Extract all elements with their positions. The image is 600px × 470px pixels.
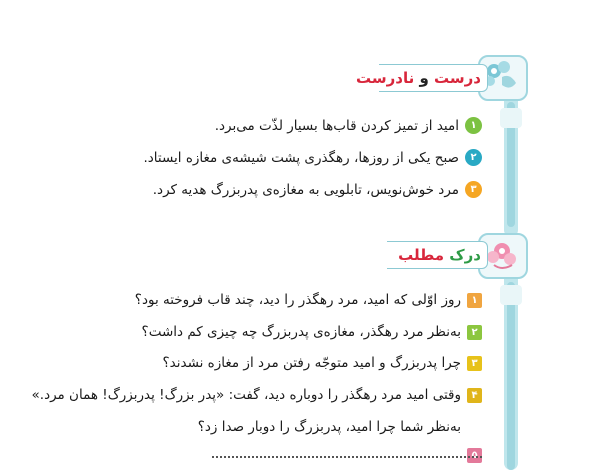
rail-cap <box>500 108 522 128</box>
section2-title-part2: مطلب <box>398 246 445 264</box>
item-text: امید از تمیز کردن قاب‌ها بسیار لذّت می‌برد. <box>214 117 459 134</box>
item-text: روز اوّلی که امید، مرد رهگذر را دید، چند قاب فروخته بود؟ <box>134 292 461 308</box>
list-item <box>215 117 482 134</box>
section2-title <box>387 241 488 269</box>
rail-cap <box>500 285 522 305</box>
list-item <box>163 355 483 371</box>
item-number: ۱ <box>467 293 482 308</box>
answer-line <box>212 456 482 458</box>
item-number: ۳ <box>465 181 482 198</box>
item-text: به‌نظر شما چرا امید، پدربزرگ را دوبار صدا زد؟ <box>197 419 461 435</box>
section2-title-part1: درک <box>449 246 481 264</box>
section1-title-part2: نادرست <box>356 69 415 87</box>
list-item <box>32 387 482 403</box>
item-number: ۲ <box>465 149 482 166</box>
list-item-continuation <box>198 419 461 435</box>
list-item <box>153 181 482 198</box>
item-text: مرد خوش‌نویس، تابلویی به مغازه‌ی پدربزرگ هدیه کرد. <box>152 181 459 198</box>
item-number: ۴ <box>467 388 482 403</box>
item-text: وقتی امید مرد رهگذر را دوباره دید، گفت: «پدر بزرگ! پدربزرگ! همان مرد.» <box>31 387 461 403</box>
section1-title <box>356 64 488 92</box>
section1-title-and: و <box>419 69 429 87</box>
list-item <box>135 292 482 308</box>
item-number: ۱ <box>465 117 482 134</box>
list-item <box>143 149 482 166</box>
item-text: صبح یکی از روزها، رهگذری پشت شیشه‌ی مغازه ایستاد. <box>143 149 459 166</box>
item-number: ۲ <box>467 325 482 340</box>
item-number: ۳ <box>467 356 482 371</box>
item-text: به‌نظر مرد رهگذر، مغازه‌ی پدربزرگ چه چیزی کم داشت؟ <box>141 324 461 340</box>
item-number: ۵ <box>467 448 482 463</box>
item-text: چرا پدربزرگ و امید متوجّه رفتن مرد از مغازه نشدند؟ <box>162 355 461 371</box>
section1-title-part1: درست <box>434 69 481 87</box>
list-item <box>142 324 482 340</box>
